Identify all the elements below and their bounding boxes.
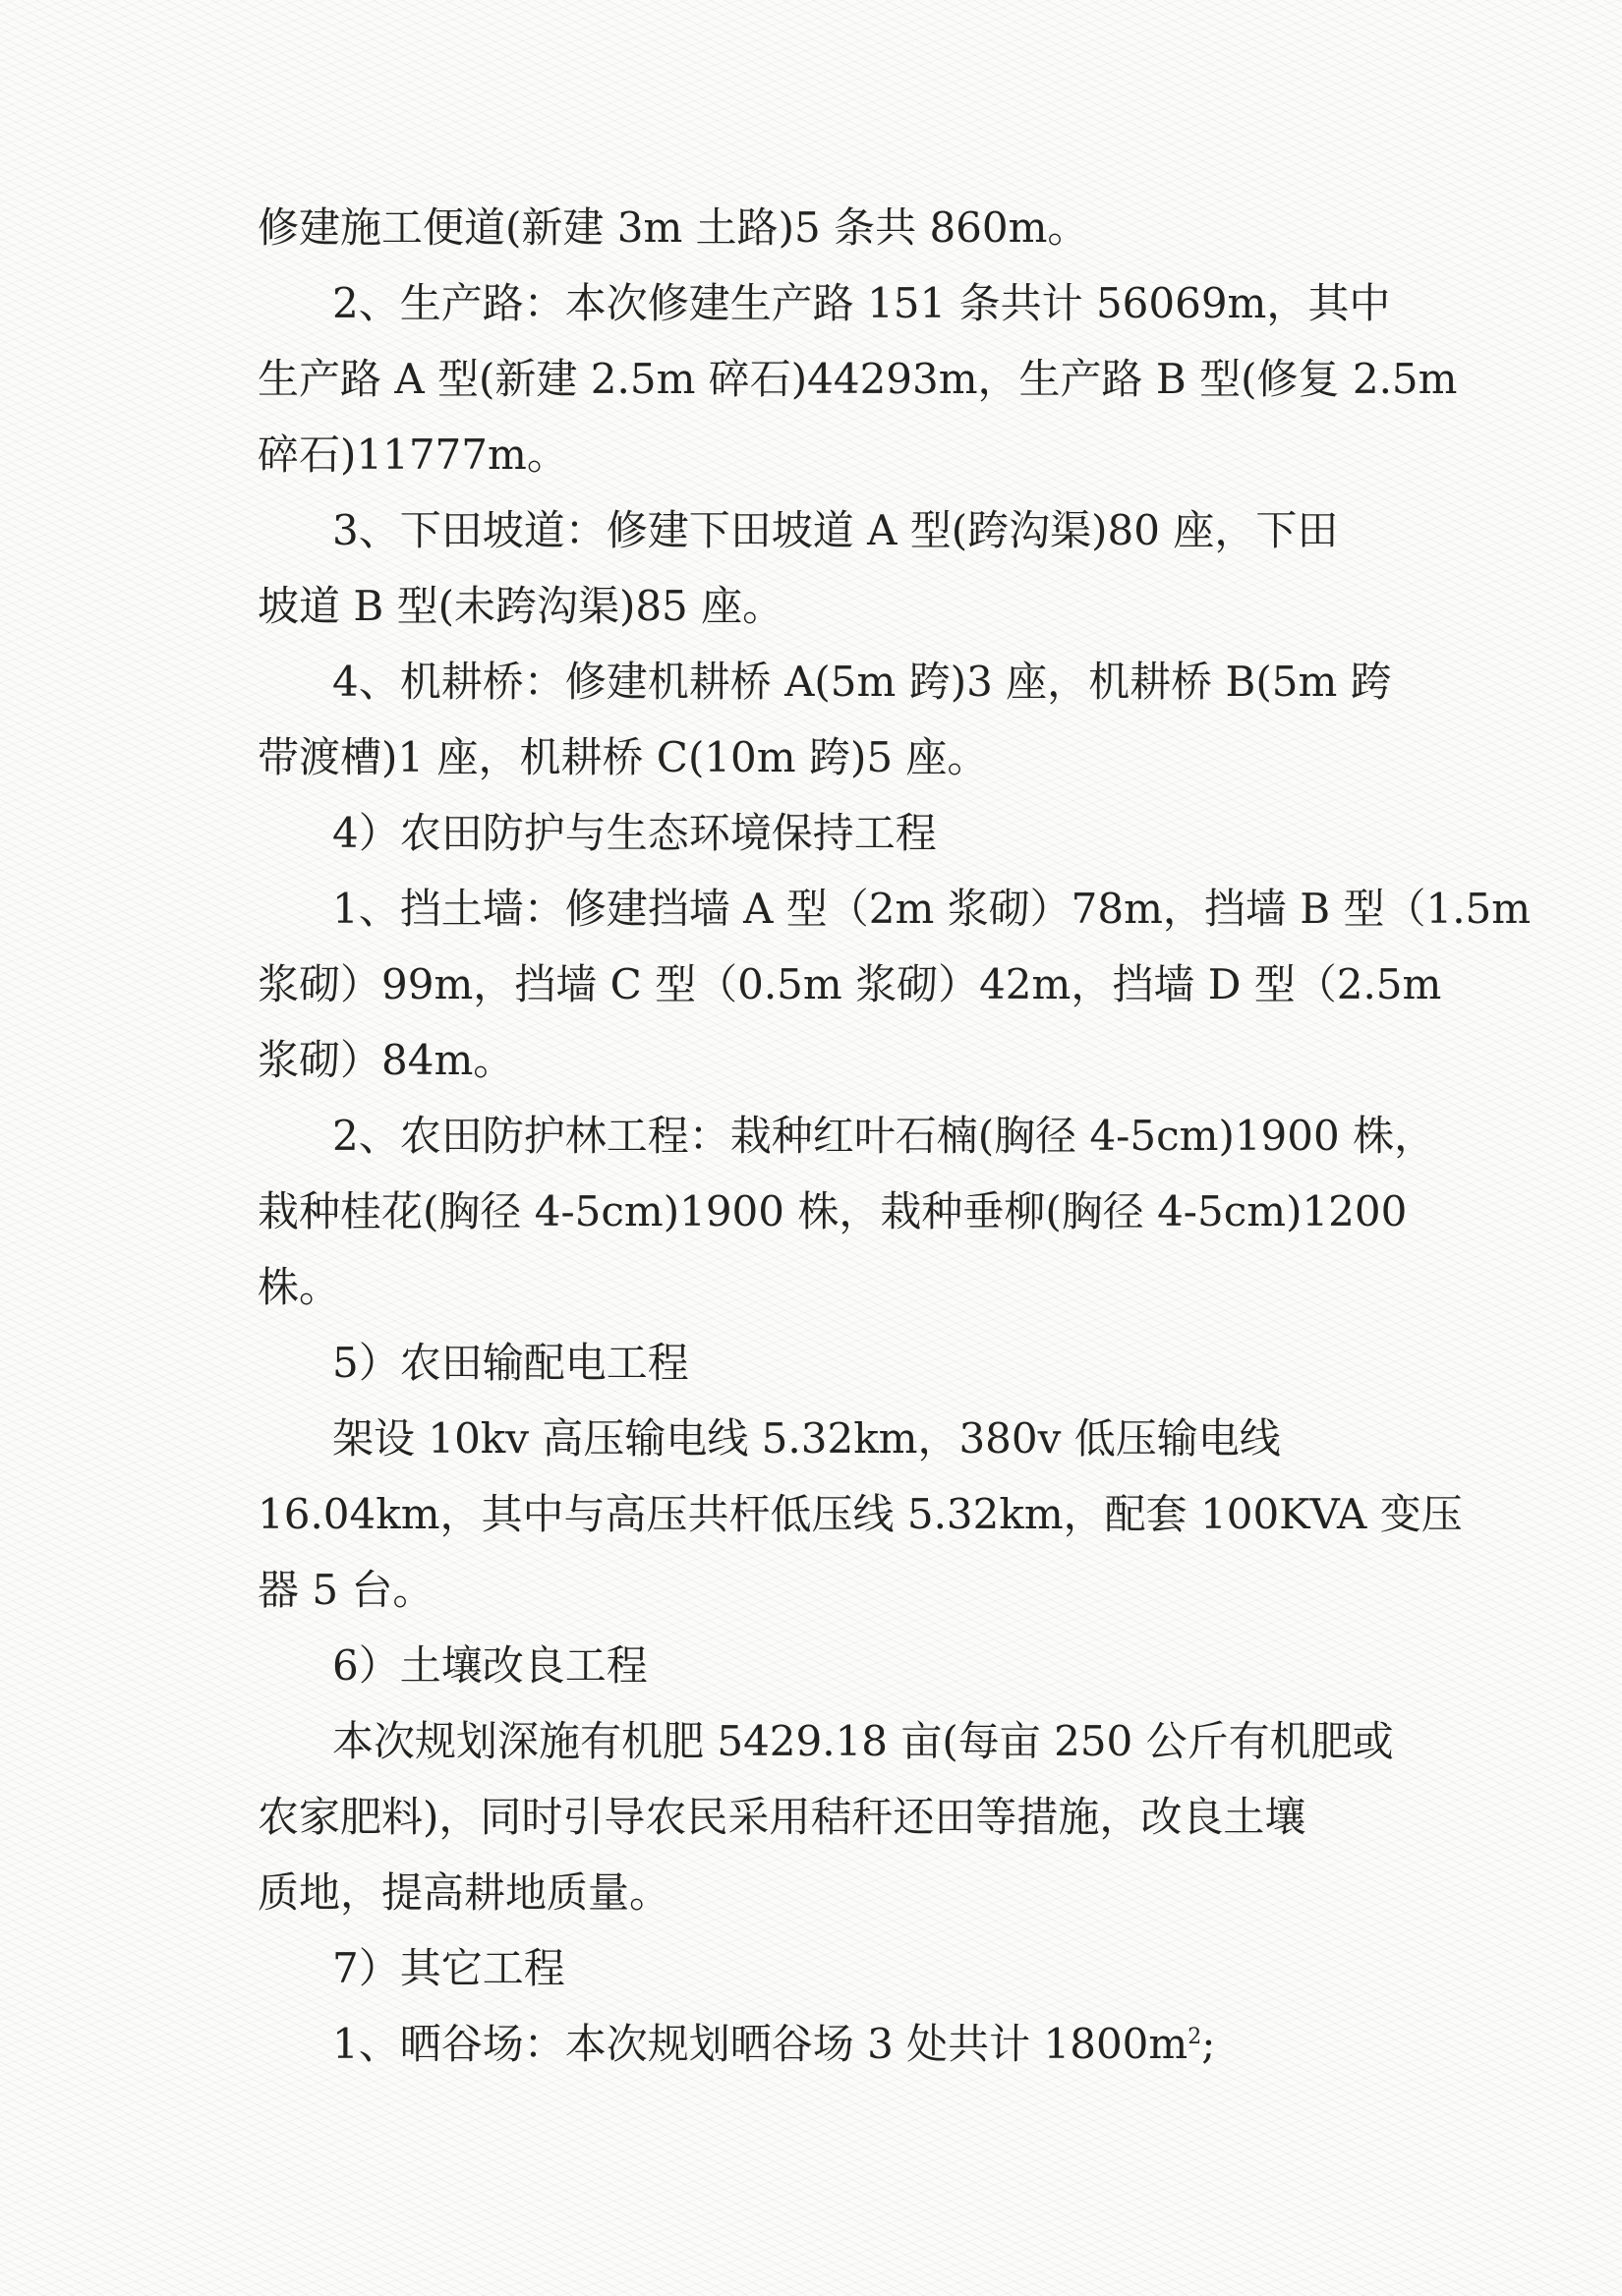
text-line-3: 生产路 A 型(新建 2.5m 碎石)44293m，生产路 B 型(修复 2.5m [258, 355, 1458, 403]
text-line-18: 16.04km，其中与高压共杆低压线 5.32km，配套 100KVA 变压 [258, 1490, 1463, 1538]
text-line-6: 坡道 B 型(未跨沟渠)85 座。 [258, 582, 784, 630]
section-heading-6: 6）土壤改良工程 [332, 1641, 648, 1690]
text-line-22: 农家肥料)，同时引导农民采用秸秆还田等措施，改良土壤 [258, 1793, 1306, 1841]
text-line-21: 本次规划深施有机肥 5429.18 亩(每亩 250 公斤有机肥或 [332, 1717, 1394, 1765]
text-line-19: 器 5 台。 [258, 1566, 434, 1614]
text-line-11: 浆砌）99m，挡墙 C 型（0.5m 浆砌）42m，挡墙 D 型（2.5m [258, 960, 1442, 1008]
section-heading-5: 5）农田输配电工程 [332, 1339, 689, 1387]
text-line-14: 栽种桂花(胸径 4-5cm)1900 株，栽种垂柳(胸径 4-5cm)1200 [258, 1187, 1408, 1235]
section-heading-7: 7）其它工程 [332, 1944, 565, 1992]
text-line-25-main: 1、晒谷场：本次规划晒谷场 3 处共计 1800m [332, 2020, 1188, 2068]
text-line-10: 1、挡土墙：修建挡墙 A 型（2m 浆砌）78m，挡墙 B 型（1.5m [332, 885, 1532, 933]
text-line-17: 架设 10kv 高压输电线 5.32km，380v 低压输电线 [332, 1414, 1281, 1463]
text-line-25 [332, 2019, 1215, 2070]
text-line-15: 株。 [258, 1263, 341, 1311]
superscript-2: 2 [1188, 2025, 1202, 2049]
section-heading-4: 4）农田防护与生态环境保持工程 [332, 809, 937, 857]
text-line-25-tail: ; [1201, 2020, 1216, 2068]
text-line-4: 碎石)11777m。 [258, 430, 568, 479]
text-line-23: 质地，提高耕地质量。 [258, 1868, 671, 1917]
text-line-2: 2、生产路：本次修建生产路 151 条共计 56069m，其中 [332, 279, 1391, 327]
text-line-8: 带渡槽)1 座，机耕桥 C(10m 跨)5 座。 [258, 733, 989, 781]
text-line-13: 2、农田防护林工程：栽种红叶石楠(胸径 4-5cm)1900 株， [332, 1112, 1436, 1160]
text-line-5: 3、下田坡道：修建下田坡道 A 型(跨沟渠)80 座，下田 [332, 506, 1339, 554]
text-line-7: 4、机耕桥：修建机耕桥 A(5m 跨)3 座，机耕桥 B(5m 跨 [332, 658, 1392, 706]
text-line-1: 修建施工便道(新建 3m 土路)5 条共 860m。 [258, 203, 1089, 252]
text-line-12: 浆砌）84m。 [258, 1036, 515, 1084]
